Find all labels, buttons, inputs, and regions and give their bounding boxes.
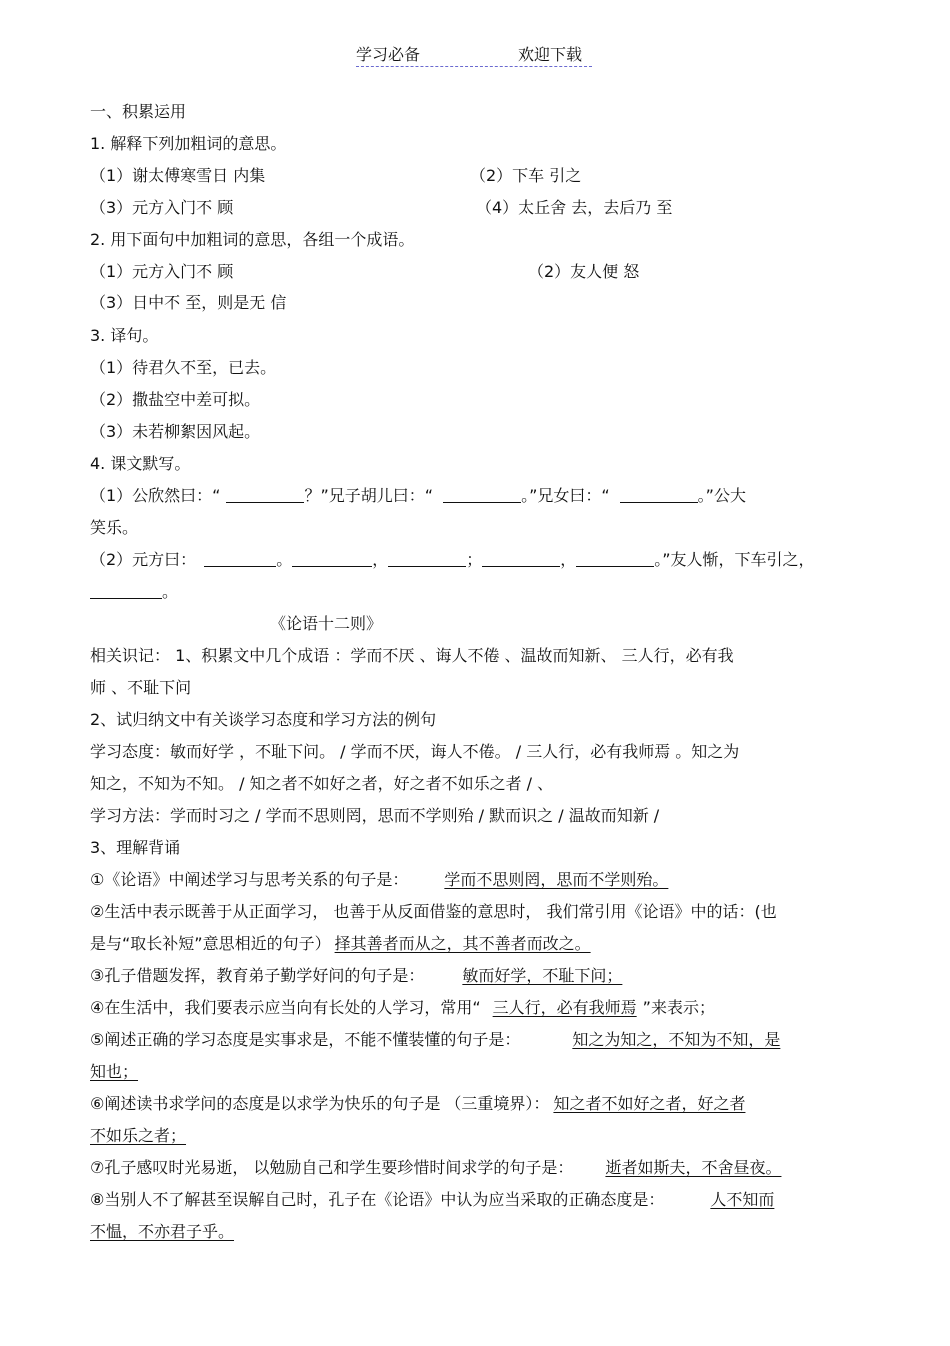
q3-item-3: （3）未若柳絮因风起。 bbox=[90, 422, 261, 441]
question: ⑥阐述读书求学问的态度是以求学为快乐的句子是 （三重境界）： bbox=[90, 1094, 550, 1113]
question: ①《论语》中阐述学习与思考关系的句子是： bbox=[90, 870, 409, 889]
recite-6 bbox=[90, 1094, 745, 1116]
q3-item-1: （1）待君久不至，已去。 bbox=[90, 358, 277, 377]
answer: 知也； bbox=[90, 1062, 139, 1081]
q4-title: 4. 课文默写。 bbox=[90, 454, 191, 473]
blank[interactable] bbox=[90, 582, 162, 599]
question-end: ”来表示； bbox=[642, 998, 715, 1017]
answer: 三人行，必有我师焉 bbox=[492, 998, 637, 1017]
answer: 不如乐之者； bbox=[90, 1126, 187, 1145]
question: ⑧当别人不了解甚至误解自己时，孔子在《论语》中认为应当采取的正确态度是： bbox=[90, 1190, 665, 1209]
answer: 知之者不如好之者，好之者 bbox=[553, 1094, 746, 1113]
answer: 人不知而 bbox=[710, 1190, 775, 1209]
q4-line-2 bbox=[90, 550, 815, 572]
q4-l2a: （2）元方曰： bbox=[90, 550, 197, 569]
q1-item-2: （2）下车 引之 bbox=[470, 166, 582, 185]
header-right: 欢迎下载 bbox=[518, 45, 583, 64]
recite-2a: ②生活中表示既善于从正面学习， 也善于从反面借鉴的意思时， 我们常引用《论语》中的话：(也 bbox=[90, 902, 777, 921]
punct: ； bbox=[466, 550, 483, 569]
recite-4 bbox=[90, 998, 715, 1020]
q2-item-3: （3）日中不 至，则是无 信 bbox=[90, 293, 287, 312]
lunyu-r1b: 师 、不耻下问 bbox=[90, 678, 192, 697]
q2-item-2: （2）友人便 怒 bbox=[528, 262, 640, 281]
lunyu-r2: 2、试归纳文中有关谈学习态度和学习方法的例句 bbox=[90, 710, 437, 729]
punct: ， bbox=[560, 550, 577, 569]
recite-8 bbox=[90, 1190, 774, 1212]
lunyu-r3b: 知之，不知为不知。 / 知之者不如好之者，好之者不如乐之者 / 、 bbox=[90, 774, 554, 793]
q4-l1a: （1）公欣然曰：“ bbox=[90, 486, 221, 505]
recite-1 bbox=[90, 870, 668, 892]
recite-6b bbox=[90, 1126, 186, 1148]
answer: 学而不思则罔，思而不学则殆。 bbox=[444, 870, 669, 889]
lunyu-title: 《论语十二则》 bbox=[270, 614, 383, 633]
answer: 逝者如斯夫，不舍昼夜。 bbox=[605, 1158, 782, 1177]
q1-title: 1. 解释下列加粗词的意思。 bbox=[90, 134, 287, 153]
blank[interactable] bbox=[204, 550, 276, 567]
lunyu-r5: 3、理解背诵 bbox=[90, 838, 181, 857]
q1-item-4: （4）太丘舍 去，去后乃 至 bbox=[476, 198, 673, 217]
page-header bbox=[356, 42, 592, 67]
question: ⑤阐述正确的学习态度是实事求是，不能不懂装懂的句子是： bbox=[90, 1030, 521, 1049]
q3-item-2: （2）撒盐空中差可拟。 bbox=[90, 390, 261, 409]
answer: 敏而好学，不耻下问； bbox=[462, 966, 623, 985]
blank[interactable] bbox=[388, 550, 466, 567]
punct: 。 bbox=[162, 582, 179, 601]
blank[interactable] bbox=[292, 550, 372, 567]
blank[interactable] bbox=[482, 550, 560, 567]
q1-item-1: （1）谢太傅寒雪日 内集 bbox=[90, 166, 266, 185]
q4-l1b: ？”兄子胡儿曰：“ bbox=[304, 486, 434, 505]
blank[interactable] bbox=[226, 486, 304, 503]
recite-5 bbox=[90, 1030, 780, 1052]
answer: 不愠，不亦君子乎。 bbox=[90, 1222, 235, 1241]
q1-item-3: （3）元方入门不 顾 bbox=[90, 198, 234, 217]
q4-l1d: 。”公大 bbox=[697, 486, 746, 505]
blank[interactable] bbox=[576, 550, 654, 567]
q4-l1e: 笑乐。 bbox=[90, 518, 139, 537]
q4-l1c: 。”兄女曰：“ bbox=[521, 486, 610, 505]
question: ③孔子借题发挥，教育弟子勤学好问的句子是： bbox=[90, 966, 425, 985]
recite-2b bbox=[90, 934, 591, 956]
question: 是与“取长补短”意思相近的句子） bbox=[90, 934, 331, 953]
punct: 。”友人惭，下车引之， bbox=[654, 550, 815, 569]
blank[interactable] bbox=[620, 486, 698, 503]
recite-5b bbox=[90, 1062, 138, 1084]
lunyu-r4: 学习方法：学而时习之 / 学而不思则罔，思而不学则殆 / 默而识之 / 温故而知新 / bbox=[90, 806, 660, 825]
question: ⑦孔子感叹时光易逝， 以勉励自己和学生要珍惜时间求学的句子是： bbox=[90, 1158, 574, 1177]
answer: 择其善者而从之，其不善者而改之。 bbox=[334, 934, 591, 953]
q4-line-3 bbox=[90, 582, 178, 604]
q4-line-1 bbox=[90, 486, 746, 508]
q2-title: 2. 用下面句中加粗词的意思，各组一个成语。 bbox=[90, 230, 415, 249]
question: ④在生活中，我们要表示应当向有长处的人学习，常用“ bbox=[90, 998, 481, 1017]
q2-item-1: （1）元方入门不 顾 bbox=[90, 262, 234, 281]
q3-title: 3. 译句。 bbox=[90, 326, 159, 345]
recite-3 bbox=[90, 966, 622, 988]
punct: ， bbox=[372, 550, 389, 569]
header-left: 学习必备 bbox=[356, 45, 421, 64]
punct: 。 bbox=[276, 550, 293, 569]
answer: 知之为知之，不知为不知，是 bbox=[572, 1030, 781, 1049]
recite-8b bbox=[90, 1222, 234, 1244]
recite-7 bbox=[90, 1158, 781, 1180]
blank[interactable] bbox=[443, 486, 521, 503]
lunyu-r3a: 学习态度：敏而好学 ，不耻下问。 / 学而不厌，诲人不倦。 / 三人行，必有我师焉 。知之为 bbox=[90, 742, 740, 761]
section-title: 一、积累运用 bbox=[90, 102, 187, 121]
lunyu-r1a: 相关识记： 1、积累文中几个成语 ：学而不厌 、诲人不倦 、温故而知新、 三人行，必有我 bbox=[90, 646, 734, 665]
